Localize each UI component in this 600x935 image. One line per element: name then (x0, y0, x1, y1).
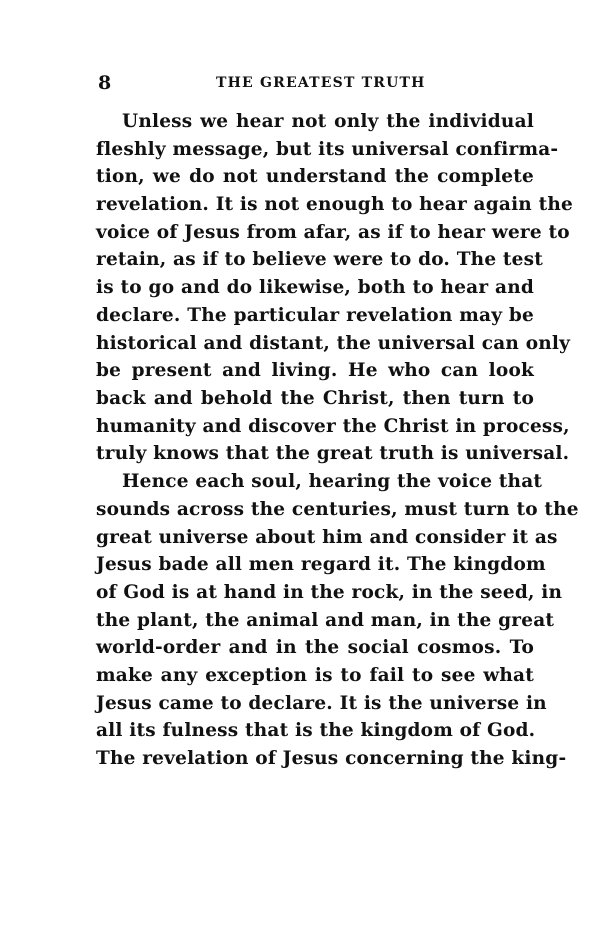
page-header (96, 72, 534, 96)
text-line: all its fulness that is the kingdom of God. (96, 720, 536, 742)
text-line: sounds across the centuries, must turn to the (96, 498, 579, 520)
text-line: humanity and discover the Christ in process, (96, 415, 570, 437)
text-line: The revelation of Jesus concerning the king- (96, 748, 567, 770)
text-line: declare. The particular revelation may be (96, 304, 534, 326)
text-line: Jesus bade all men regard it. The kingdom (96, 554, 546, 576)
text-line: great universe about him and consider it as (96, 526, 558, 548)
text-line: world-order and in the social cosmos. To (96, 637, 534, 659)
text-line: tion, we do not understand the complete (96, 166, 534, 188)
text-line: of God is at hand in the rock, in the seed, in (96, 581, 563, 603)
page-body (96, 108, 579, 773)
paragraph (96, 108, 573, 468)
text-line: revelation. It is not enough to hear again the (96, 194, 573, 216)
text-line: fleshly message, but its universal confirma- (96, 138, 559, 160)
text-line: Jesus came to declare. It is the universe in (96, 692, 547, 714)
text-line: the plant, the animal and man, in the great (96, 609, 555, 631)
page-number: 8 (98, 72, 112, 94)
text-line: make any exception is to fail to see what (96, 665, 534, 687)
text-line: Unless we hear not only the individual (122, 111, 534, 132)
text-line: retain, as if to believe were to do. The test (96, 249, 544, 271)
paragraph (96, 468, 579, 773)
text-line: Hence each soul, hearing the voice that (122, 471, 543, 493)
text-line: voice of Jesus from afar, as if to hear were to (96, 221, 570, 243)
running-title: THE GREATEST TRUTH (216, 75, 426, 91)
text-line: is to go and do likewise, both to hear and (96, 277, 534, 299)
text-line: truly knows that the great truth is universal. (96, 443, 570, 465)
text-line: be present and living. He who can look (96, 360, 534, 382)
text-line: back and behold the Christ, then turn to (96, 387, 534, 409)
text-line: historical and distant, the universal can only (96, 332, 571, 354)
